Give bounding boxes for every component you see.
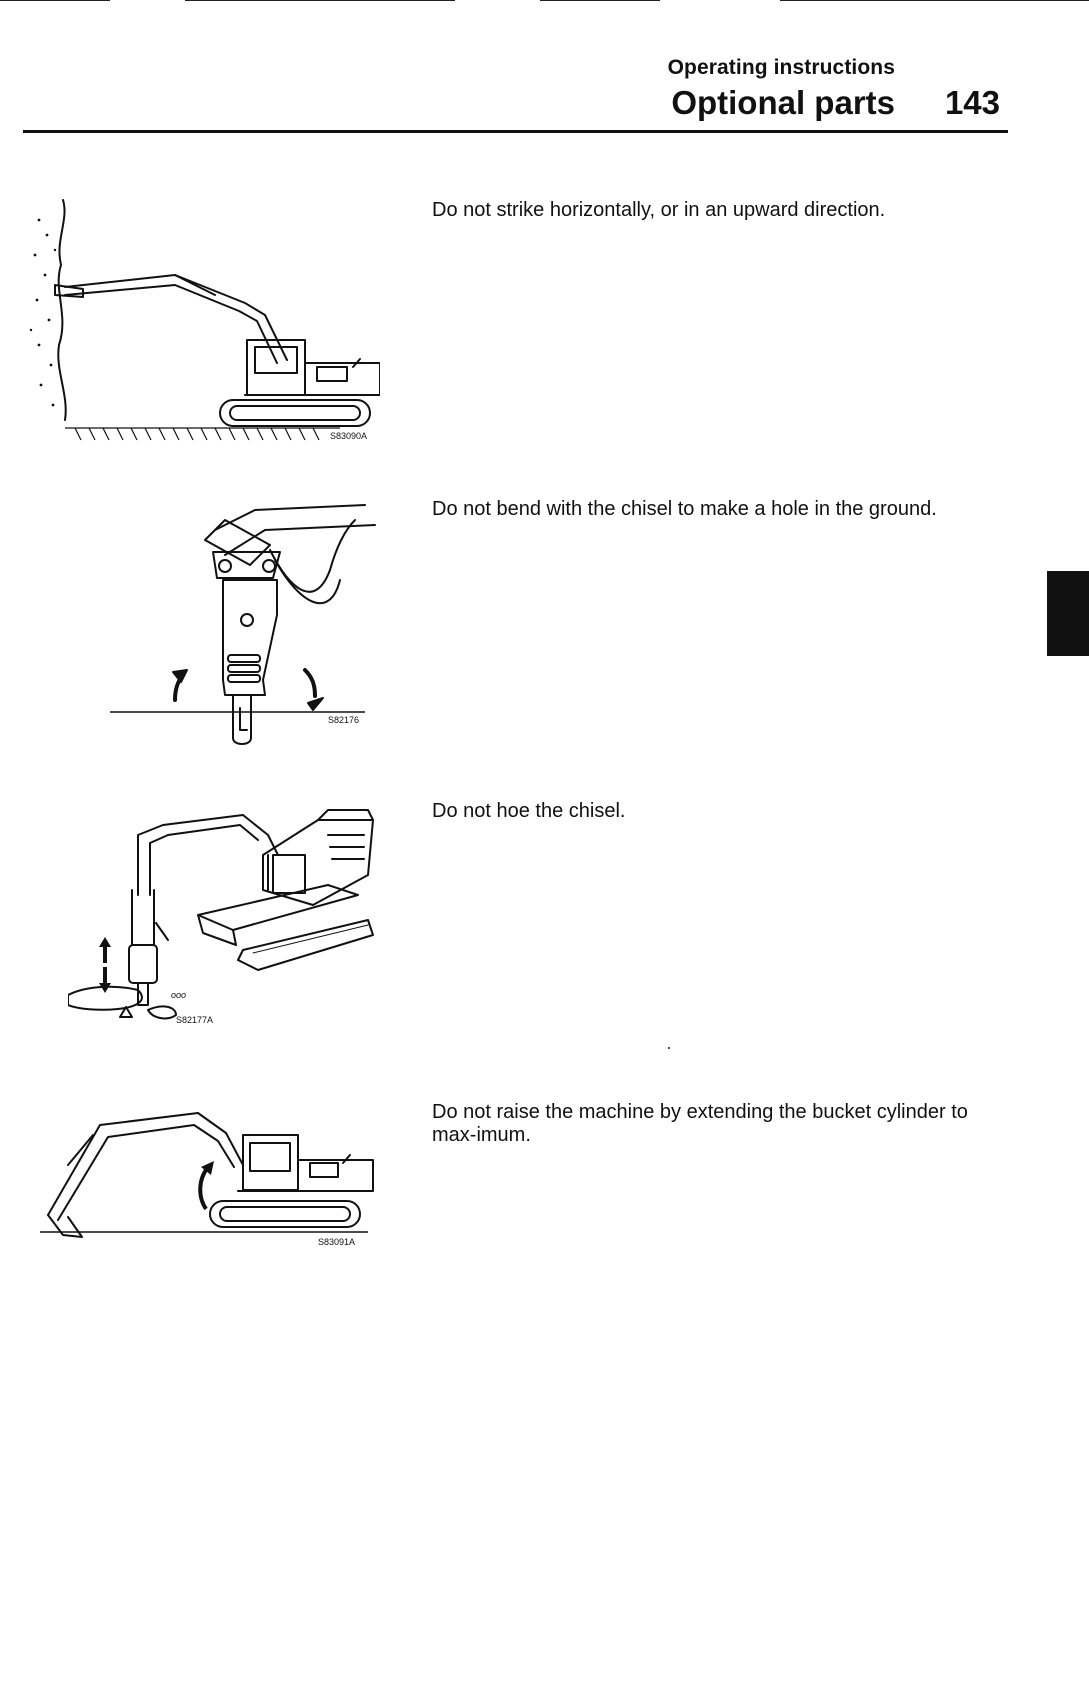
caption-strike-horizontal: Do not strike horizontally, or in an upward direction. bbox=[432, 199, 886, 221]
excavator-strike-wall-illustration bbox=[25, 195, 380, 445]
header-page-title: Optional parts bbox=[671, 84, 895, 121]
caption-raise-machine: Do not raise the machine by extending the bucket cylinder to max-imum. bbox=[432, 1101, 968, 1146]
header-section-label: Operating instructions bbox=[667, 56, 895, 79]
header-rule bbox=[23, 130, 1008, 133]
figure-bend-chisel bbox=[105, 500, 385, 748]
caption-hoe-chisel: Do not hoe the chisel. bbox=[432, 800, 626, 822]
scan-top-edge-lines bbox=[0, 0, 1089, 4]
figure-note-ooo: ooo bbox=[171, 990, 187, 1000]
hoe-chisel-illustration bbox=[68, 795, 388, 1030]
header-page-number: 143 bbox=[944, 84, 1000, 121]
figure-raise-machine bbox=[38, 1105, 383, 1255]
scan-speck bbox=[668, 1047, 670, 1049]
caption-bend-chisel: Do not bend with the chisel to make a hole in the ground. bbox=[432, 498, 937, 520]
chisel-bending-illustration bbox=[105, 500, 385, 748]
figure-hoe-chisel bbox=[68, 795, 388, 1030]
figure-code-1: S83090A bbox=[330, 431, 368, 441]
raise-machine-illustration bbox=[38, 1105, 383, 1255]
chapter-thumb-tab bbox=[1047, 571, 1089, 656]
figure-code-4: S83091A bbox=[318, 1237, 356, 1247]
figure-code-3: S82177A bbox=[176, 1015, 214, 1025]
figure-code-2: S82176 bbox=[328, 715, 360, 725]
figure-strike-horizontal bbox=[25, 195, 380, 445]
